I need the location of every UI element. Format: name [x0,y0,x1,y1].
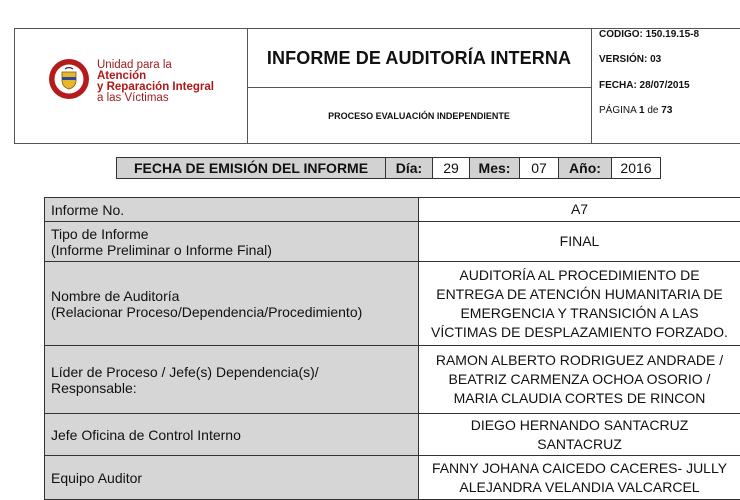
month-label: Mes: [469,157,520,179]
table-row [45,456,740,500]
document-date: FECHA: 28/07/2015 [599,80,690,91]
table-row [45,346,740,414]
table-row [45,414,740,456]
page-indicator: PÁGINA 1 de 73 [599,105,673,116]
seal-icon [47,57,91,101]
audit-team-value: FANNY JOHANA CAICEDO CACERES- JULLY ALEJANDRA VELANDIA VALCARCEL [419,456,740,500]
day-label: Día: [385,157,433,179]
audit-info-table [44,197,740,500]
table-row [45,262,740,346]
year-value: 2016 [611,157,661,179]
internal-control-head-value: DIEGO HERNANDO SANTACRUZ SANTACRUZ [419,414,740,456]
table-row [45,222,740,262]
header-divider [591,28,592,144]
report-type-value: FINAL [419,222,740,262]
table-row [45,198,740,222]
document-version: VERSIÓN: 03 [599,54,662,65]
audit-name-label: Nombre de Auditoría (Relacionar Proceso/Dependencia/Procedimiento) [45,262,419,346]
report-number-label: Informe No. [45,198,419,222]
document-code: CODIGO: 150.19.15-8 [599,29,700,40]
organization-logo [47,55,217,104]
report-type-label: Tipo de Informe (Informe Preliminar o Informe Final) [45,222,419,262]
report-number-value: A7 [419,198,740,222]
process-name: PROCESO EVALUACIÓN INDEPENDIENTE [328,110,510,121]
audit-name-value: AUDITORÍA AL PROCEDIMIENTO DE ENTREGA DE ATENCIÓN HUMANITARIA DE EMERGENCIA Y TRANSICIÓN A LAS VÍCTIMAS DE DESPLAZAMIENTO FORZADO. [419,262,740,346]
organization-name: Unidad para la Atención y Reparación Integral a las Víctimas [97,59,214,104]
emission-date-label: FECHA DE EMISIÓN DEL INFORME [116,157,386,179]
month-value: 07 [519,157,559,179]
audit-team-label: Equipo Auditor [45,456,419,500]
internal-control-head-label: Jefe Oficina de Control Interno [45,414,419,456]
process-leader-value: RAMON ALBERTO RODRIGUEZ ANDRADE / BEATRIZ CARMENZA OCHOA OSORIO / MARIA CLAUDIA CORTES DE RINCON [419,346,740,414]
process-leader-label: Líder de Proceso / Jefe(s) Dependencia(s)/ Responsable: [45,346,419,414]
year-label: Año: [558,157,612,179]
document-header [14,28,740,144]
document-title: INFORME DE AUDITORÍA INTERNA [266,47,572,68]
day-value: 29 [432,157,470,179]
